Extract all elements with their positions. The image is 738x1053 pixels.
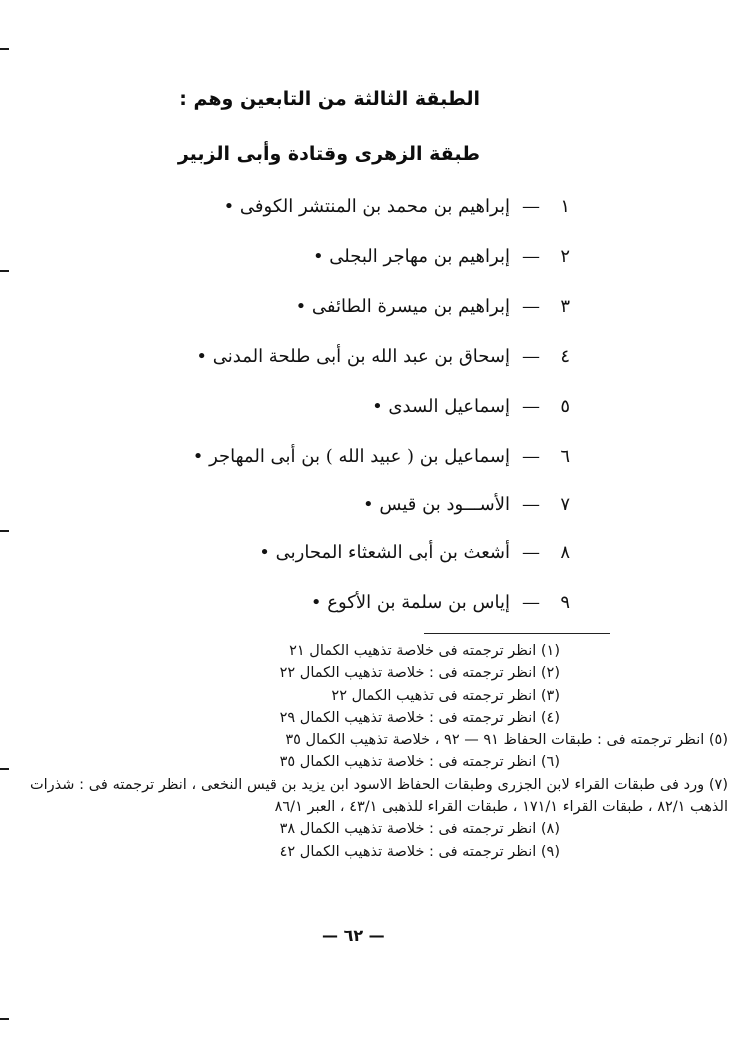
entry-number: ١: [560, 196, 570, 217]
entry-dash: —: [522, 196, 540, 217]
entry-number: ٣: [560, 296, 570, 317]
narrator-entry: [259, 542, 570, 563]
entry-dash: —: [522, 592, 540, 613]
entry-dash: —: [522, 542, 540, 563]
narrator-entry: [196, 346, 570, 367]
entry-name: إسماعيل بن ( عبيد الله ) بن أبى المهاجر •: [192, 446, 510, 467]
entry-dash: —: [522, 346, 540, 367]
entry-dash: —: [522, 396, 540, 417]
footnote: (٧) ورد فى طبقات القراء لابن الجزرى وطبقات الحفاظ الاسود ابن يزيد بن قيس النخعى ، انظر ترجمته فى : شذرات الذهب ٨٢/١ ، طبقات القراء ١٧١/١ ، طبقات القراء للذهبى ٤٣/١ ، العبر ٨٦/١: [30, 776, 728, 816]
entry-number: ٧: [560, 494, 570, 515]
entry-name: إسماعيل السدى •: [372, 396, 510, 417]
narrator-entry: [313, 246, 570, 267]
page-number: — ٦٢ —: [322, 926, 385, 945]
scan-margin-mark: [0, 48, 9, 50]
entry-name: إبراهيم بن محمد بن المنتشر الكوفى •: [223, 196, 510, 217]
entry-name: أشعث بن أبى الشعثاء المحاربى •: [259, 542, 510, 563]
section-subheading: طبقة الزهرى وقتادة وأبى الزبير: [177, 143, 480, 165]
entry-name: الأســـود بن قيس •: [363, 494, 510, 515]
entry-name: إبراهيم بن ميسرة الطائفى •: [295, 296, 510, 317]
footnote: (٣) انظر ترجمته فى تذهيب الكمال ٢٢: [331, 687, 560, 704]
section-heading: الطبقة الثالثة من التابعين وهم :: [179, 88, 480, 110]
entry-number: ٦: [560, 446, 570, 467]
footnote: (٥) انظر ترجمته فى : طبقات الحفاظ ٩١ — ٩٢ ، خلاصة تذهيب الكمال ٣٥: [285, 732, 728, 749]
entry-number: ٤: [560, 346, 570, 367]
entry-name: إبراهيم بن مهاجر البجلى •: [312, 246, 510, 267]
footnote: (٨) انظر ترجمته فى : خلاصة تذهيب الكمال ٣٨: [279, 821, 560, 838]
entry-dash: —: [522, 246, 540, 267]
scan-margin-mark: [0, 768, 9, 770]
narrator-entry: [311, 592, 570, 613]
footnote-separator: [424, 633, 610, 634]
entry-name: إسحاق بن عبد الله بن أبى طلحة المدنى •: [196, 346, 510, 367]
scan-margin-mark: [0, 530, 9, 532]
entry-dash: —: [522, 494, 540, 515]
entry-dash: —: [522, 446, 540, 467]
entry-number: ٥: [560, 396, 570, 417]
scan-margin-mark: [0, 1018, 9, 1020]
narrator-entry: [296, 296, 570, 317]
scan-margin-mark: [0, 270, 9, 272]
footnote: (٤) انظر ترجمته فى : خلاصة تذهيب الكمال ٢٩: [279, 709, 560, 726]
entry-number: ٩: [560, 592, 570, 613]
entry-number: ٨: [560, 542, 570, 563]
footnote: (٩) انظر ترجمته فى : خلاصة تذهيب الكمال ٤٢: [279, 843, 560, 860]
narrator-entry: [224, 196, 570, 217]
footnotes-block: [30, 640, 728, 863]
entry-number: ٢: [560, 246, 570, 267]
entry-dash: —: [522, 296, 540, 317]
footnote: (١) انظر ترجمته فى خلاصة تذهيب الكمال ٢١: [289, 643, 560, 659]
narrator-entry: [193, 446, 570, 467]
footnote: (٦) انظر ترجمته فى : خلاصة تذهيب الكمال ٣٥: [279, 754, 560, 771]
footnote: (٢) انظر ترجمته فى : خلاصة تذهيب الكمال ٢٢: [279, 665, 560, 682]
entry-name: إياس بن سلمة بن الأكوع •: [310, 592, 510, 613]
narrator-entry: [372, 396, 570, 417]
narrator-entry: [363, 494, 570, 515]
